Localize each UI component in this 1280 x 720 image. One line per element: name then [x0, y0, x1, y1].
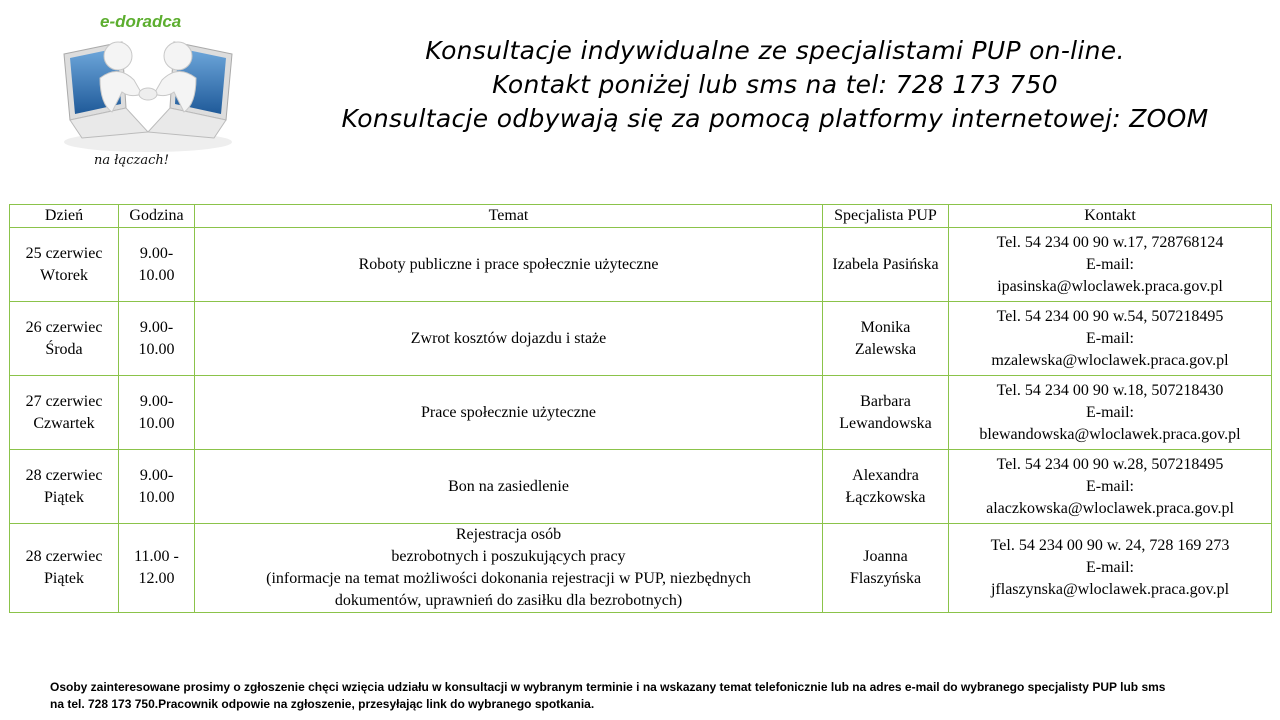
logo-tagline: na łączach! — [94, 153, 169, 168]
time-end: 10.00 — [138, 488, 175, 506]
contact-cell — [949, 376, 1272, 450]
topic-line: Bon na zasiedlenie — [448, 477, 569, 495]
topic-cell — [195, 376, 823, 450]
day-cell — [10, 228, 119, 302]
time-start: 9.00- — [139, 466, 174, 484]
weekday: Wtorek — [40, 266, 88, 284]
header-hour: Godzina — [119, 205, 195, 228]
footer-note — [50, 679, 1260, 713]
topic-line: Zwrot kosztów dojazdu i staże — [410, 329, 607, 347]
time-start: 11.00 - — [134, 548, 179, 565]
specialist-first-name: Barbara — [860, 392, 911, 410]
email-label: E-mail: — [1086, 559, 1134, 576]
email-address[interactable]: jflaszynska@wloclawek.praca.gov.pl — [990, 581, 1230, 598]
header-day: Dzień — [10, 205, 119, 228]
weekday: Środa — [45, 340, 83, 358]
date: 28 czerwiec — [25, 548, 103, 565]
table-row — [10, 302, 1272, 376]
topic-cell — [195, 302, 823, 376]
table-row — [10, 524, 1272, 613]
topic-line: dokumentów, uprawnień do zasiłku dla bezrobotnych) — [334, 592, 683, 609]
day-cell — [10, 450, 119, 524]
time-end: 10.00 — [138, 340, 175, 358]
table-row — [10, 450, 1272, 524]
topic-line: Prace społecznie użyteczne — [420, 403, 596, 421]
hour-cell — [119, 376, 195, 450]
date: 28 czerwiec — [25, 466, 103, 484]
email-label: E-mail: — [1086, 255, 1134, 273]
weekday: Czwartek — [33, 414, 95, 432]
specialist-first-name: Joanna — [863, 548, 908, 565]
specialist-cell — [823, 302, 949, 376]
footer-line-2: na tel. 728 173 750.Pracownik odpowie na zgłoszenie, przesyłając link do wybranego spotkania. — [50, 697, 595, 711]
email-label: E-mail: — [1086, 403, 1134, 421]
time-start: 9.00- — [139, 318, 174, 336]
topic-cell — [195, 450, 823, 524]
header-topic: Temat — [195, 205, 823, 228]
specialist-cell — [823, 228, 949, 302]
specialist-last-name: Flaszyńska — [849, 570, 922, 587]
phone: Tel. 54 234 00 90 w.54, 507218495 — [996, 307, 1224, 325]
hour-cell — [119, 450, 195, 524]
specialist-first-name: Alexandra — [852, 466, 919, 484]
email-address[interactable]: alaczkowska@wloclawek.praca.gov.pl — [986, 499, 1234, 517]
phone: Tel. 54 234 00 90 w.18, 507218430 — [996, 381, 1224, 399]
topic-line: (informacje na temat możliwości dokonania rejestracji w PUP, niezbędnych — [266, 570, 751, 587]
email-label: E-mail: — [1086, 329, 1134, 347]
weekday: Piątek — [44, 570, 84, 587]
date: 26 czerwiec — [25, 318, 103, 336]
logo-brand: e-doradca — [100, 12, 182, 31]
specialist-first-name: Monika — [860, 318, 911, 336]
specialist-cell — [823, 524, 949, 613]
email-address[interactable]: mzalewska@wloclawek.praca.gov.pl — [991, 351, 1229, 369]
header-contact: Kontakt — [949, 205, 1272, 228]
hour-cell — [119, 302, 195, 376]
weekday: Piątek — [44, 488, 84, 506]
specialist-last-name: Łączkowska — [845, 488, 926, 506]
email-label: E-mail: — [1086, 477, 1134, 495]
phone: Tel. 54 234 00 90 w.17, 728768124 — [996, 233, 1224, 251]
specialist-last-name: Lewandowska — [839, 414, 932, 432]
phone: Tel. 54 234 00 90 w. 24, 728 169 273 — [990, 537, 1230, 554]
time-start: 9.00- — [139, 392, 174, 410]
topic-line: Rejestracja osób — [455, 526, 562, 543]
specialist-cell — [823, 376, 949, 450]
email-address[interactable]: blewandowska@wloclawek.praca.gov.pl — [979, 425, 1241, 443]
specialist-last-name: Zalewska — [854, 340, 917, 358]
topic-line: Roboty publiczne i prace społecznie użyteczne — [358, 255, 659, 273]
day-cell — [10, 524, 119, 613]
contact-cell — [949, 450, 1272, 524]
header-specialist: Specjalista PUP — [823, 205, 949, 228]
time-end: 12.00 — [138, 570, 175, 587]
contact-cell — [949, 302, 1272, 376]
topic-line: bezrobotnych i poszukujących pracy — [391, 548, 626, 565]
headline — [270, 34, 1280, 136]
email-address[interactable]: ipasinska@wloclawek.praca.gov.pl — [997, 277, 1223, 295]
day-cell — [10, 376, 119, 450]
topic-cell — [195, 228, 823, 302]
specialist-cell — [823, 450, 949, 524]
consultation-schedule-table — [9, 204, 1272, 613]
time-start: 9.00- — [139, 244, 174, 262]
contact-cell — [949, 524, 1272, 613]
table-row — [10, 376, 1272, 450]
date: 25 czerwiec — [25, 244, 103, 262]
contact-cell — [949, 228, 1272, 302]
logo — [60, 10, 240, 175]
time-end: 10.00 — [138, 414, 175, 432]
day-cell — [10, 302, 119, 376]
hour-cell — [119, 228, 195, 302]
headline-line-1: Konsultacje indywidualne ze specjalistami PUP on-line. — [425, 36, 1125, 65]
date: 27 czerwiec — [25, 392, 103, 410]
table-row — [10, 228, 1272, 302]
topic-cell — [195, 524, 823, 613]
handshake-laptops-illustration — [60, 34, 236, 154]
table-header-row — [10, 205, 1272, 228]
time-end: 10.00 — [138, 266, 175, 284]
footer-line-1: Osoby zainteresowane prosimy o zgłoszenie chęci wzięcia udziału w konsultacji w wybranym terminie i na wskazany temat telefonicznie lub na adres e-mail do wybranego specjalisty PUP lub sms — [50, 680, 1166, 694]
headline-line-2: Kontakt poniżej lub sms na tel: 728 173 750 — [492, 70, 1058, 99]
specialist-name: Izabela Pasińska — [832, 255, 939, 273]
headline-line-3: Konsultacje odbywają się za pomocą platformy internetowej: ZOOM — [341, 104, 1209, 133]
phone: Tel. 54 234 00 90 w.28, 507218495 — [996, 455, 1224, 473]
hour-cell — [119, 524, 195, 613]
